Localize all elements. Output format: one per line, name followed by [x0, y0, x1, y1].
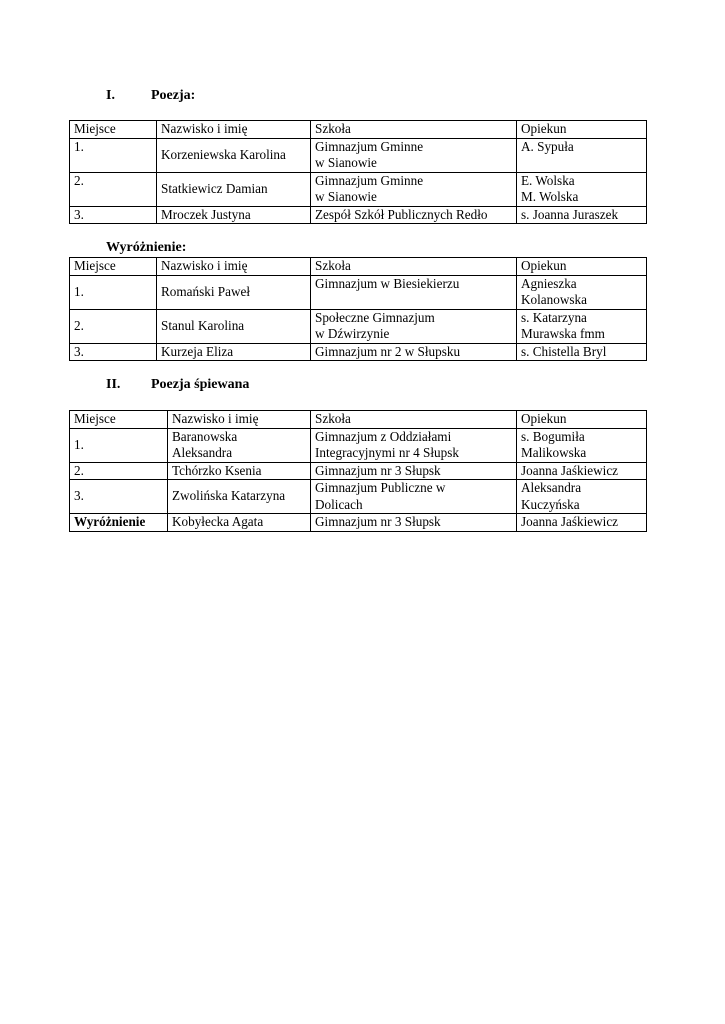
school-cell	[311, 309, 517, 343]
section-1-number: I.	[106, 88, 115, 103]
header-opiekun: Opiekun	[517, 121, 647, 139]
mentor-cell	[517, 138, 647, 172]
mentor-cell: Joanna Jaśkiewicz	[517, 462, 647, 480]
table-row	[70, 343, 647, 361]
place-cell: 2.	[70, 309, 157, 343]
name-cell	[168, 428, 311, 462]
table-header-row	[70, 121, 647, 139]
school-cell	[311, 480, 517, 514]
name-cell: Stanul Karolina	[157, 309, 311, 343]
table-row	[70, 206, 647, 224]
place-cell: 2.	[70, 172, 157, 206]
table-row	[70, 172, 647, 206]
school-line: Społeczne Gimnazjum	[315, 309, 435, 325]
name-cell: Statkiewicz Damian	[157, 172, 311, 206]
mentor-cell: s. Chistella Bryl	[517, 343, 647, 361]
place-cell: 1.	[70, 275, 157, 309]
table-header-row	[70, 411, 647, 429]
place-cell: 1.	[70, 138, 157, 172]
name-line: Aleksandra	[172, 445, 233, 460]
mentor-cell	[517, 309, 647, 343]
table-row	[70, 138, 647, 172]
header-nazwisko: Nazwisko i imię	[168, 411, 311, 429]
place-cell: 1.	[70, 428, 168, 462]
school-line: w Sianowie	[315, 189, 377, 204]
name-cell: Tchórzko Ksenia	[168, 462, 311, 480]
name-cell: Romański Paweł	[157, 275, 311, 309]
school-cell	[311, 138, 517, 172]
mentor-cell	[517, 428, 647, 462]
table-row	[70, 462, 647, 480]
header-nazwisko: Nazwisko i imię	[157, 258, 311, 276]
table-row	[70, 480, 647, 514]
mentor-cell: s. Joanna Juraszek	[517, 206, 647, 224]
mentor-line: A. Sypuła	[521, 138, 574, 154]
school-cell: Gimnazjum w Biesiekierzu	[311, 275, 517, 309]
school-cell: Gimnazjum nr 3 Słupsk	[311, 462, 517, 480]
table-row	[70, 309, 647, 343]
name-cell: Kurzeja Eliza	[157, 343, 311, 361]
wyroznienie-heading: Wyróżnienie:	[106, 240, 187, 255]
school-cell: Gimnazjum nr 2 w Słupsku	[311, 343, 517, 361]
place-cell: 3.	[70, 206, 157, 224]
mentor-line: Kuczyńska	[521, 496, 580, 512]
table-row	[70, 514, 647, 532]
school-line: w Sianowie	[315, 155, 377, 170]
mentor-line: M. Wolska	[521, 189, 579, 204]
header-opiekun: Opiekun	[517, 258, 647, 276]
school-cell: Gimnazjum nr 3 Słupsk	[311, 514, 517, 532]
place-cell: Wyróżnienie	[70, 514, 168, 532]
header-szkola: Szkoła	[311, 258, 517, 276]
mentor-line: Kolanowska	[521, 292, 587, 307]
section-1-heading	[106, 88, 195, 104]
name-line: Baranowska	[172, 428, 238, 444]
mentor-cell: Joanna Jaśkiewicz	[517, 514, 647, 532]
header-miejsce: Miejsce	[70, 258, 157, 276]
place-cell: 2.	[70, 462, 168, 480]
mentor-line: E. Wolska	[521, 172, 575, 188]
mentor-line: Malikowska	[521, 445, 587, 460]
wyroznienie-table	[69, 257, 647, 361]
section-2-title: Poezja śpiewana	[151, 377, 250, 392]
section-1-title: Poezja:	[151, 88, 196, 103]
name-cell: Kobyłecka Agata	[168, 514, 311, 532]
spiewana-table	[69, 410, 647, 532]
mentor-cell	[517, 172, 647, 206]
table-header-row	[70, 258, 647, 276]
mentor-line: s. Katarzyna	[521, 309, 587, 325]
place-cell: 3.	[70, 343, 157, 361]
header-miejsce: Miejsce	[70, 121, 157, 139]
school-line: Gimnazjum Gminne	[315, 172, 424, 188]
place-cell: 3.	[70, 480, 168, 514]
header-szkola: Szkoła	[311, 121, 517, 139]
school-cell	[311, 172, 517, 206]
name-cell: Mroczek Justyna	[157, 206, 311, 224]
school-line: Gimnazjum z Oddziałami	[315, 428, 452, 444]
mentor-line: Agnieszka	[521, 275, 577, 291]
name-cell: Zwolińska Katarzyna	[168, 480, 311, 514]
name-cell: Korzeniewska Karolina	[157, 138, 311, 172]
section-2-number: II.	[106, 377, 121, 392]
school-cell: Zespół Szkół Publicznych Redło	[311, 206, 517, 224]
header-nazwisko: Nazwisko i imię	[157, 121, 311, 139]
mentor-line: Murawska fmm	[521, 326, 605, 341]
table-row	[70, 275, 647, 309]
header-miejsce: Miejsce	[70, 411, 168, 429]
table-row	[70, 428, 647, 462]
school-line: Integracyjnymi nr 4 Słupsk	[315, 445, 459, 460]
poezja-table	[69, 120, 647, 224]
school-line: Gimnazjum Gminne	[315, 138, 424, 154]
mentor-line: Aleksandra	[521, 480, 582, 495]
header-opiekun: Opiekun	[517, 411, 647, 429]
header-szkola: Szkoła	[311, 411, 517, 429]
school-line: w Dźwirzynie	[315, 326, 390, 341]
school-cell	[311, 428, 517, 462]
mentor-line: s. Bogumiła	[521, 428, 585, 444]
mentor-cell	[517, 275, 647, 309]
section-2-heading	[106, 377, 249, 393]
school-line: Gimnazjum Publiczne w	[315, 480, 446, 495]
mentor-cell	[517, 480, 647, 514]
school-line: Dolicach	[315, 496, 363, 512]
